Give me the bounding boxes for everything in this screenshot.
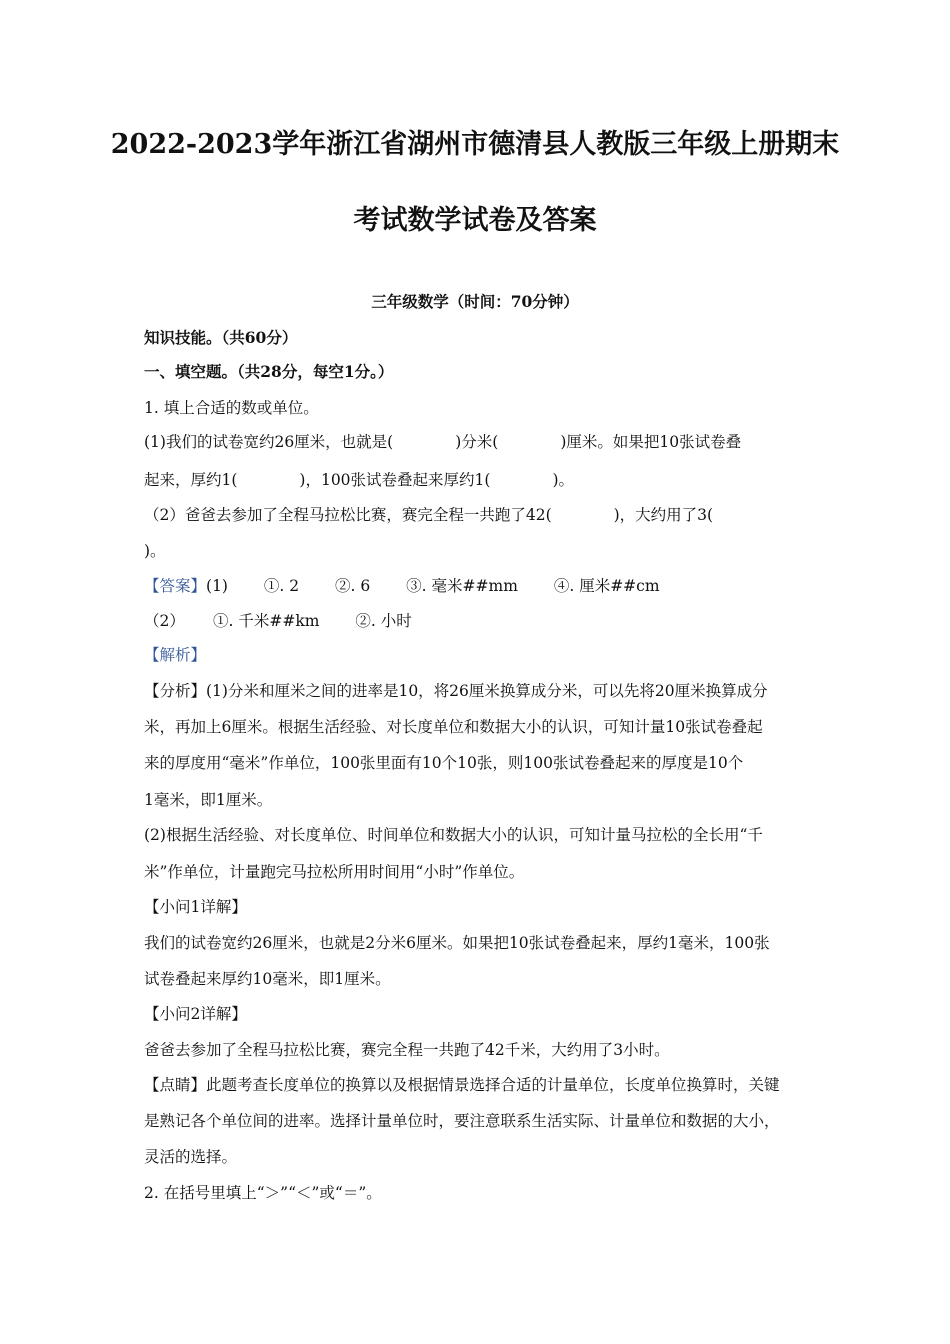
sub-question-2-heading: 【小问2详解】 [144,1005,247,1023]
analysis-line: 【分析】(1)分米和厘米之间的进率是10，将26厘米换算成分米，可以先将20厘米换算成分 [144,682,768,700]
question-1-part-1-line-1: (1)我们的试卷宽约26厘米，也就是( )分米( )厘米。如果把10张试卷叠 [144,433,742,451]
analysis-line: 试卷叠起来厚约10毫米，即1厘米。 [144,970,391,988]
answer-line-2: （2） ①. 千米##km ②. 小时 [144,612,412,630]
question-1-part-2-line-2: )。 [144,542,166,560]
answer-line-1 [144,574,814,596]
analysis-line: 1毫米，即1厘米。 [144,791,273,809]
exam-subtitle: 三年级数学（时间：70分钟） [371,292,579,311]
analysis-line: 爸爸去参加了全程马拉松比赛，赛完全程一共跑了42千米，大约用了3小时。 [144,1041,670,1059]
question-1-part-1-line-2: 起来，厚约1( )，100张试卷叠起来厚约1( )。 [144,471,574,489]
document-title-line-1: 2022-2023学年浙江省湖州市德清县人教版三年级上册期末 [110,129,840,160]
comment-line: 灵活的选择。 [144,1148,238,1166]
analysis-line: 米，再加上6厘米。根据生活经验、对长度单位和数据大小的认识，可知计量10张试卷叠起 [144,718,763,736]
answer-tag: 【答案】 [144,577,207,595]
question-1-part-2-line-1: （2）爸爸去参加了全程马拉松比赛，赛完全程一共跑了42( )，大约用了3( [144,506,714,524]
section-fill-blank: 一、填空题。（共28分，每空1分。） [144,362,394,381]
document-title-line-2: 考试数学试卷及答案 [353,205,597,236]
section-knowledge: 知识技能。（共60分） [144,328,298,347]
answer-part-1: (1) ①. 2 ②. 6 ③. 毫米##mm ④. 厘米##cm [206,577,660,595]
sub-question-1-heading: 【小问1详解】 [144,898,247,916]
analysis-line: 米”作单位，计量跑完马拉松所用时间用“小时”作单位。 [144,863,525,881]
analysis-line: (2)根据生活经验、对长度单位、时间单位和数据大小的认识，可知计量马拉松的全长用“千 [144,826,763,844]
analysis-tag: 【解析】 [144,646,207,664]
analysis-line: 我们的试卷宽约26厘米，也就是2分米6厘米。如果把10张试卷叠起来，厚约1毫米，100张 [144,934,770,952]
comment-line: 是熟记各个单位间的进率。选择计量单位时，要注意联系生活实际、计量单位和数据的大小， [144,1112,780,1130]
question-2-stem: 2. 在括号里填上“＞”“＜”或“＝”。 [144,1184,382,1202]
analysis-line: 来的厚度用“毫米”作单位，100张里面有10个10张，则100张试卷叠起来的厚度是10个 [144,754,744,772]
comment-line: 【点睛】此题考查长度单位的换算以及根据情景选择合适的计量单位，长度单位换算时，关键 [144,1076,780,1094]
question-1-stem: 1. 填上合适的数或单位。 [144,399,319,417]
